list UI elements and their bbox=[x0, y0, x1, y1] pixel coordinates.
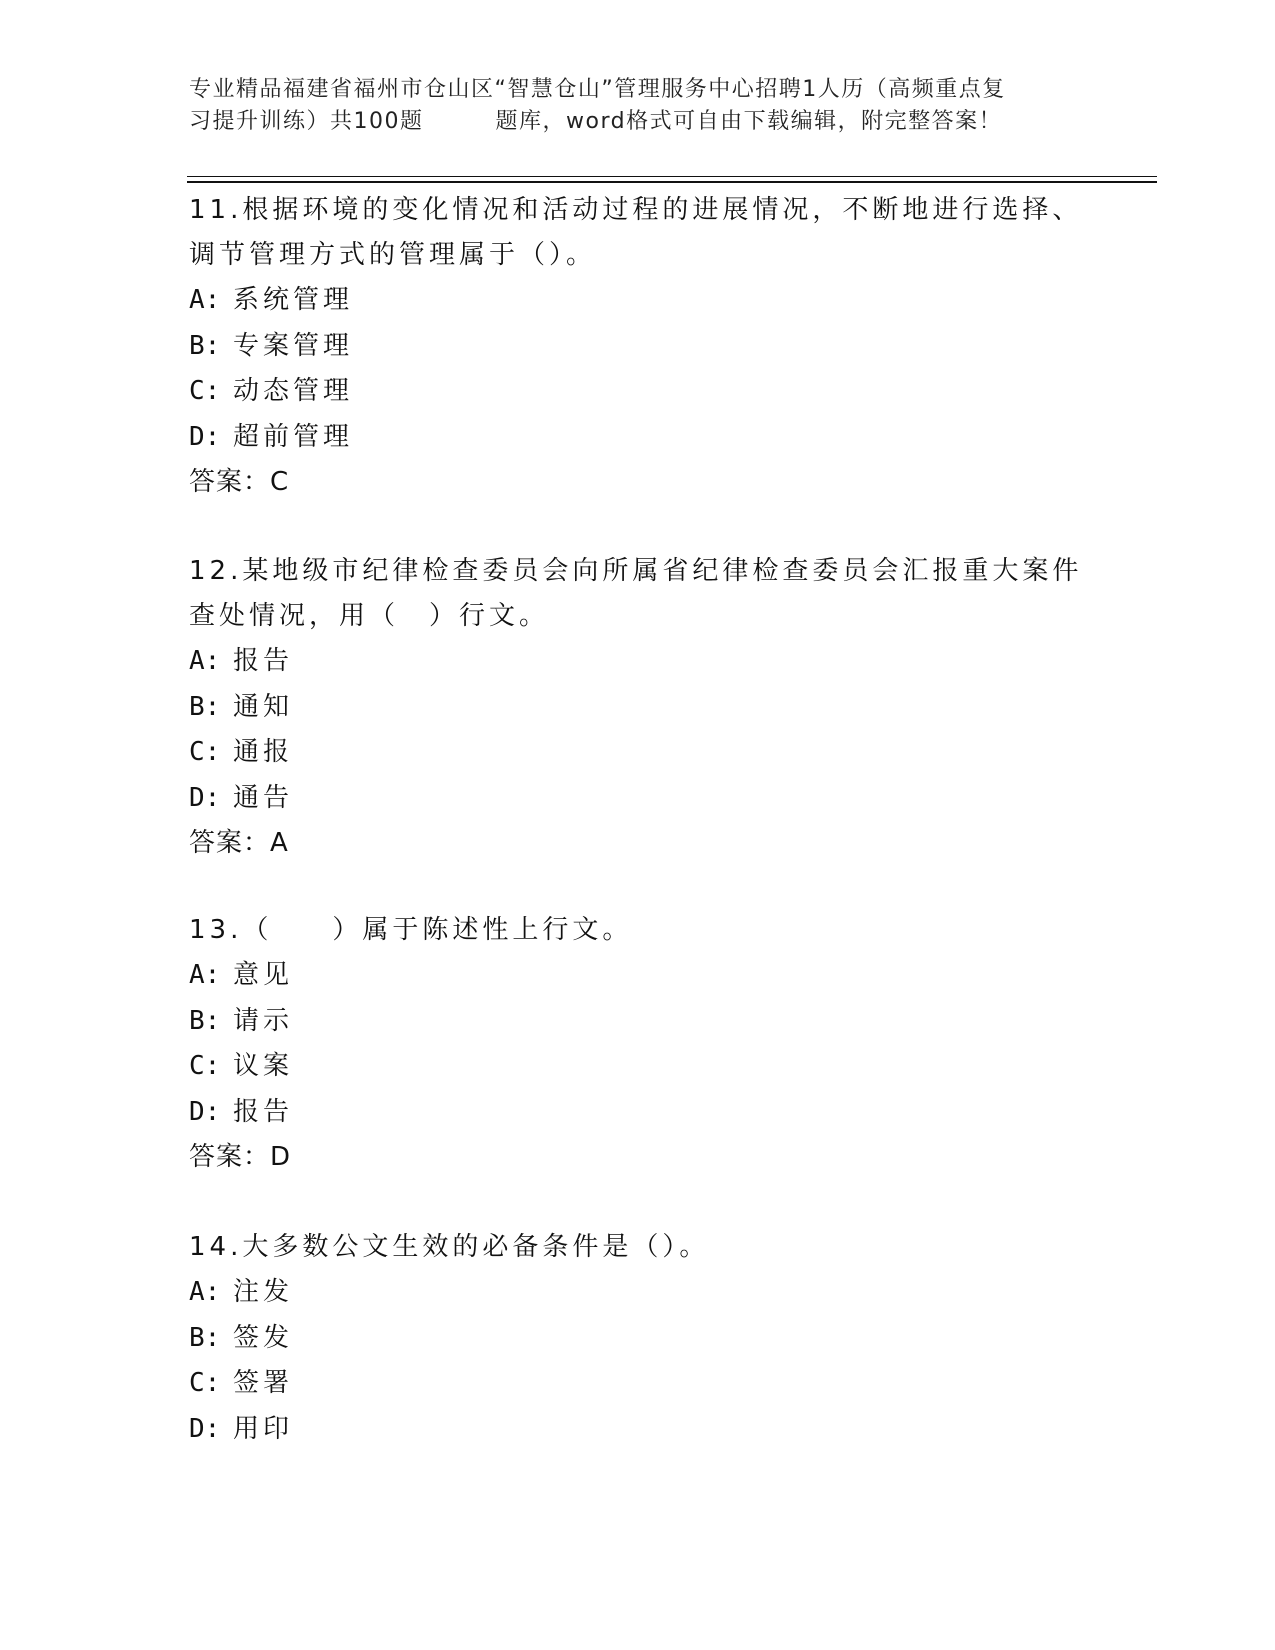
question-11 bbox=[189, 188, 1089, 505]
question-14 bbox=[189, 1225, 1089, 1452]
option-letter: B: bbox=[189, 1322, 221, 1353]
option-a bbox=[189, 639, 1089, 685]
header-line-1: 专业精品福建省福州市仓山区“智慧仓山”管理服务中心招聘1人历（高频重点复 bbox=[189, 77, 1006, 102]
option-text: 通知 bbox=[233, 691, 294, 722]
option-text: 签发 bbox=[233, 1322, 294, 1353]
header-divider-top bbox=[187, 176, 1157, 177]
option-text: 系统管理 bbox=[233, 285, 354, 315]
option-text: 专案管理 bbox=[233, 330, 354, 361]
header-divider-bottom bbox=[187, 181, 1157, 183]
option-letter: C: bbox=[189, 376, 221, 406]
option-letter: C: bbox=[189, 1051, 221, 1081]
option-letter: C: bbox=[189, 737, 221, 767]
option-text: 动态管理 bbox=[233, 376, 354, 406]
option-letter: C: bbox=[189, 1368, 221, 1398]
option-letter: A: bbox=[189, 1277, 221, 1307]
question-text: 12.某地级市纪律检查委员会向所属省纪律检查委员会汇报重大案件查处情况，用（ ）行文。 bbox=[189, 556, 1083, 631]
answer-line: 答案：C bbox=[189, 467, 290, 497]
option-letter: D: bbox=[189, 1096, 221, 1127]
option-b bbox=[189, 685, 1089, 731]
option-text: 报告 bbox=[233, 646, 294, 676]
document-header bbox=[189, 74, 1089, 138]
question-13 bbox=[189, 908, 1089, 1180]
answer-line: 答案：D bbox=[189, 1142, 292, 1172]
answer-line: 答案：A bbox=[189, 828, 289, 858]
option-text: 注发 bbox=[233, 1277, 294, 1307]
option-text: 用印 bbox=[233, 1413, 294, 1444]
option-d bbox=[189, 776, 1089, 822]
question-text: 14.大多数公文生效的必备条件是（）。 bbox=[189, 1232, 710, 1262]
option-a bbox=[189, 1270, 1089, 1316]
option-letter: A: bbox=[189, 646, 221, 676]
header-line-2 bbox=[189, 106, 1089, 138]
option-text: 通报 bbox=[233, 737, 294, 767]
option-letter: D: bbox=[189, 1413, 221, 1444]
question-text: 11.根据环境的变化情况和活动过程的进展情况，不断地进行选择、调节管理方式的管理属于（）。 bbox=[189, 195, 1083, 270]
option-text: 议案 bbox=[233, 1051, 294, 1081]
option-text: 签署 bbox=[233, 1368, 294, 1398]
option-letter: B: bbox=[189, 1005, 221, 1036]
option-a bbox=[189, 953, 1089, 999]
option-c bbox=[189, 1361, 1089, 1407]
question-text: 13.（ ）属于陈述性上行文。 bbox=[189, 915, 633, 945]
option-d bbox=[189, 1407, 1089, 1453]
option-letter: A: bbox=[189, 960, 221, 990]
option-text: 通告 bbox=[233, 782, 294, 813]
option-a bbox=[189, 278, 1089, 324]
option-b bbox=[189, 1316, 1089, 1362]
header-line-2-left: 习提升训练）共100题 bbox=[189, 109, 424, 134]
option-b bbox=[189, 999, 1089, 1045]
option-c bbox=[189, 730, 1089, 776]
option-text: 意见 bbox=[233, 960, 294, 990]
option-letter: B: bbox=[189, 691, 221, 722]
option-d bbox=[189, 1090, 1089, 1136]
option-letter: D: bbox=[189, 421, 221, 452]
header-line-2-right: 题库，word格式可自由下载编辑，附完整答案！ bbox=[495, 109, 1003, 134]
option-letter: B: bbox=[189, 330, 221, 361]
option-c bbox=[189, 369, 1089, 415]
option-d bbox=[189, 415, 1089, 461]
option-b bbox=[189, 324, 1089, 370]
option-c bbox=[189, 1044, 1089, 1090]
option-letter: D: bbox=[189, 782, 221, 813]
option-text: 超前管理 bbox=[233, 421, 354, 452]
option-letter: A: bbox=[189, 285, 221, 315]
question-12 bbox=[189, 549, 1089, 866]
option-text: 报告 bbox=[233, 1096, 294, 1127]
option-text: 请示 bbox=[233, 1005, 294, 1036]
